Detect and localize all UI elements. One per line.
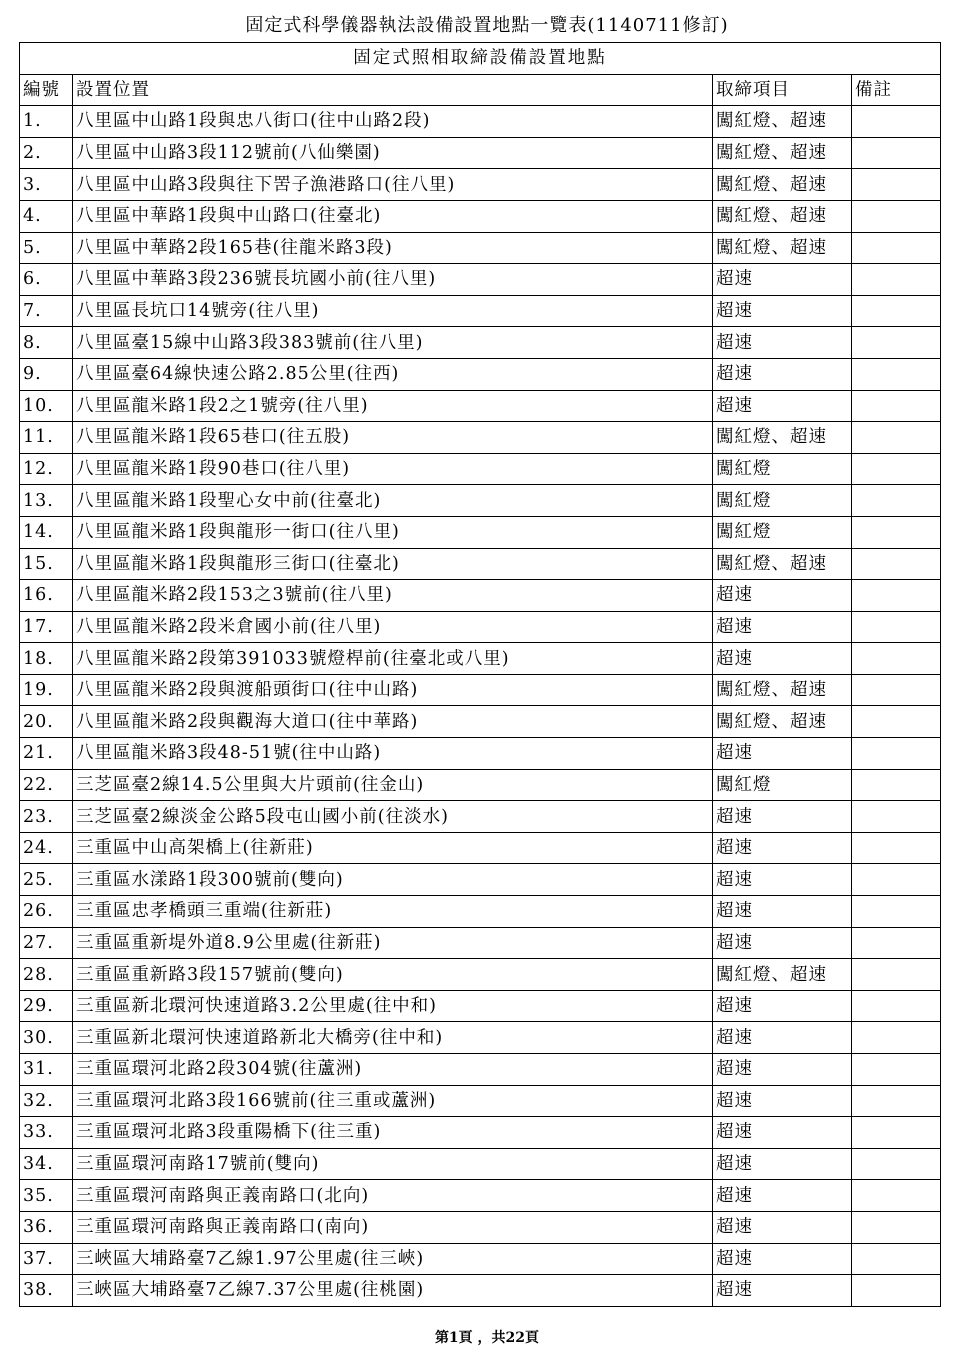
row-violation: 超速: [713, 738, 852, 770]
row-note: [852, 643, 941, 675]
row-location: 八里區長坑口14號旁(往八里): [73, 295, 713, 327]
row-number: 14.: [20, 516, 73, 548]
row-location: 八里區龍米路1段聖心女中前(往臺北): [73, 485, 713, 517]
row-location: 三重區環河南路與正義南路口(南向): [73, 1211, 713, 1243]
row-note: [852, 264, 941, 296]
row-number: 34.: [20, 1148, 73, 1180]
row-location: 八里區中華路1段與中山路口(往臺北): [73, 200, 713, 232]
column-header-row: [20, 74, 941, 106]
row-violation: 超速: [713, 1243, 852, 1275]
row-violation: 超速: [713, 1148, 852, 1180]
row-number: 13.: [20, 485, 73, 517]
row-number: 3.: [20, 169, 73, 201]
page-footer: 第1頁 ，共22頁: [434, 1330, 540, 1346]
row-violation: 超速: [713, 1211, 852, 1243]
document-title: 固定式科學儀器執法設備設置地點一覽表(1140711修訂): [245, 15, 729, 36]
row-location: 三重區中山高架橋上(往新莊): [73, 832, 713, 864]
row-violation: 闖紅燈、超速: [713, 706, 852, 738]
row-violation: 超速: [713, 611, 852, 643]
row-location: 三重區水漾路1段300號前(雙向): [73, 864, 713, 896]
row-number: 38.: [20, 1275, 73, 1307]
row-violation: 超速: [713, 1117, 852, 1149]
row-violation: 超速: [713, 390, 852, 422]
row-violation: 超速: [713, 358, 852, 390]
row-location: 三峽區大埔路臺7乙線7.37公里處(往桃園): [73, 1275, 713, 1307]
row-number: 32.: [20, 1085, 73, 1117]
row-violation: 超速: [713, 864, 852, 896]
row-location: 三重區忠孝橋頭三重端(往新莊): [73, 896, 713, 928]
table-body: [20, 43, 941, 1307]
row-note: [852, 1085, 941, 1117]
row-note: [852, 516, 941, 548]
row-location: 八里區龍米路1段2之1號旁(往八里): [73, 390, 713, 422]
row-violation: 闖紅燈、超速: [713, 674, 852, 706]
row-number: 2.: [20, 137, 73, 169]
row-location: 八里區中華路3段236號長坑國小前(往八里): [73, 264, 713, 296]
row-note: [852, 769, 941, 801]
table-row: [20, 200, 941, 232]
row-violation: 超速: [713, 1022, 852, 1054]
row-violation: 闖紅燈、超速: [713, 106, 852, 138]
row-number: 19.: [20, 674, 73, 706]
row-number: 30.: [20, 1022, 73, 1054]
row-location: 三重區重新路3段157號前(雙向): [73, 959, 713, 991]
table-row: [20, 453, 941, 485]
row-number: 27.: [20, 927, 73, 959]
row-violation: 超速: [713, 327, 852, 359]
row-number: 5.: [20, 232, 73, 264]
row-violation: 闖紅燈、超速: [713, 232, 852, 264]
row-note: [852, 1022, 941, 1054]
table-row: [20, 927, 941, 959]
table-row: [20, 1148, 941, 1180]
table-row: [20, 137, 941, 169]
row-note: [852, 1275, 941, 1307]
row-note: [852, 1117, 941, 1149]
row-violation: 超速: [713, 1054, 852, 1086]
table-row: [20, 832, 941, 864]
row-violation: 闖紅燈: [713, 769, 852, 801]
row-number: 6.: [20, 264, 73, 296]
row-number: 12.: [20, 453, 73, 485]
row-note: [852, 990, 941, 1022]
row-note: [852, 422, 941, 454]
row-number: 20.: [20, 706, 73, 738]
row-number: 23.: [20, 801, 73, 833]
row-note: [852, 485, 941, 517]
table-row: [20, 516, 941, 548]
row-note: [852, 959, 941, 991]
row-location: 三峽區大埔路臺7乙線1.97公里處(往三峽): [73, 1243, 713, 1275]
table-row: [20, 169, 941, 201]
row-number: 26.: [20, 896, 73, 928]
row-location: 八里區中華路2段165巷(往龍米路3段): [73, 232, 713, 264]
row-note: [852, 611, 941, 643]
row-number: 8.: [20, 327, 73, 359]
row-location: 八里區龍米路3段48-51號(往中山路): [73, 738, 713, 770]
row-violation: 超速: [713, 927, 852, 959]
row-number: 11.: [20, 422, 73, 454]
row-note: [852, 548, 941, 580]
row-violation: 超速: [713, 896, 852, 928]
row-location: 八里區臺15線中山路3段383號前(往八里): [73, 327, 713, 359]
locations-table: [19, 42, 941, 1307]
row-number: 25.: [20, 864, 73, 896]
row-violation: 闖紅燈、超速: [713, 548, 852, 580]
table-row: [20, 801, 941, 833]
row-note: [852, 358, 941, 390]
table-row: [20, 422, 941, 454]
table-row: [20, 1180, 941, 1212]
row-location: 三重區新北環河快速道路新北大橋旁(往中和): [73, 1022, 713, 1054]
row-note: [852, 1054, 941, 1086]
row-number: 36.: [20, 1211, 73, 1243]
row-violation: 超速: [713, 990, 852, 1022]
row-number: 28.: [20, 959, 73, 991]
row-location: 八里區龍米路2段與觀海大道口(往中華路): [73, 706, 713, 738]
row-location: 八里區龍米路2段與渡船頭街口(往中山路): [73, 674, 713, 706]
row-number: 31.: [20, 1054, 73, 1086]
row-location: 八里區中山路1段與忠八街口(往中山路2段): [73, 106, 713, 138]
row-location: 八里區龍米路2段米倉國小前(往八里): [73, 611, 713, 643]
table-row: [20, 990, 941, 1022]
table-row: [20, 864, 941, 896]
table-row: [20, 232, 941, 264]
table-row: [20, 769, 941, 801]
table-row: [20, 1117, 941, 1149]
table-row: [20, 358, 941, 390]
row-number: 37.: [20, 1243, 73, 1275]
row-violation: 超速: [713, 264, 852, 296]
row-note: [852, 232, 941, 264]
row-location: 三重區環河北路3段重陽橋下(往三重): [73, 1117, 713, 1149]
table-row: [20, 1022, 941, 1054]
row-location: 三重區環河南路與正義南路口(北向): [73, 1180, 713, 1212]
row-location: 三重區環河北路2段304號(往蘆洲): [73, 1054, 713, 1086]
table-row: [20, 327, 941, 359]
row-note: [852, 137, 941, 169]
row-location: 三重區環河南路17號前(雙向): [73, 1148, 713, 1180]
row-violation: 超速: [713, 1180, 852, 1212]
row-violation: 超速: [713, 832, 852, 864]
row-note: [852, 453, 941, 485]
row-number: 21.: [20, 738, 73, 770]
row-note: [852, 738, 941, 770]
row-note: [852, 1180, 941, 1212]
table-row: [20, 674, 941, 706]
row-note: [852, 1243, 941, 1275]
table-row: [20, 295, 941, 327]
row-location: 八里區龍米路2段153之3號前(往八里): [73, 580, 713, 612]
row-violation: 闖紅燈、超速: [713, 959, 852, 991]
table-row: [20, 106, 941, 138]
header-note: 備註: [852, 74, 941, 106]
row-location: 八里區龍米路1段65巷口(往五股): [73, 422, 713, 454]
row-note: [852, 927, 941, 959]
row-violation: 超速: [713, 295, 852, 327]
row-violation: 超速: [713, 1275, 852, 1307]
row-note: [852, 580, 941, 612]
row-note: [852, 390, 941, 422]
row-number: 1.: [20, 106, 73, 138]
row-location: 八里區龍米路1段與龍形三街口(往臺北): [73, 548, 713, 580]
row-note: [852, 327, 941, 359]
header-location: 設置位置: [73, 74, 713, 106]
table-row: [20, 548, 941, 580]
row-violation: 闖紅燈: [713, 453, 852, 485]
row-number: 24.: [20, 832, 73, 864]
row-number: 15.: [20, 548, 73, 580]
table-row: [20, 580, 941, 612]
section-header-row: [20, 43, 941, 75]
row-note: [852, 674, 941, 706]
row-note: [852, 200, 941, 232]
row-violation: 闖紅燈、超速: [713, 422, 852, 454]
table-row: [20, 611, 941, 643]
table-row: [20, 1085, 941, 1117]
row-note: [852, 864, 941, 896]
row-location: 三芝區臺2線14.5公里與大片頭前(往金山): [73, 769, 713, 801]
table-row: [20, 643, 941, 675]
row-location: 三重區新北環河快速道路3.2公里處(往中和): [73, 990, 713, 1022]
section-title: 固定式照相取締設備設置地點: [20, 43, 941, 75]
row-number: 33.: [20, 1117, 73, 1149]
table-row: [20, 896, 941, 928]
row-violation: 闖紅燈、超速: [713, 200, 852, 232]
row-location: 八里區龍米路2段第391033號燈桿前(往臺北或八里): [73, 643, 713, 675]
row-location: 八里區中山路3段112號前(八仙樂園): [73, 137, 713, 169]
row-number: 16.: [20, 580, 73, 612]
table-row: [20, 485, 941, 517]
row-note: [852, 106, 941, 138]
row-number: 35.: [20, 1180, 73, 1212]
row-note: [852, 1211, 941, 1243]
row-violation: 闖紅燈: [713, 485, 852, 517]
row-number: 29.: [20, 990, 73, 1022]
row-location: 八里區臺64線快速公路2.85公里(往西): [73, 358, 713, 390]
row-number: 18.: [20, 643, 73, 675]
table-row: [20, 1243, 941, 1275]
table-row: [20, 706, 941, 738]
row-violation: 闖紅燈: [713, 516, 852, 548]
table-row: [20, 738, 941, 770]
header-violation: 取締項目: [713, 74, 852, 106]
header-no: 編號: [20, 74, 73, 106]
row-note: [852, 832, 941, 864]
row-violation: 闖紅燈、超速: [713, 137, 852, 169]
table-row: [20, 264, 941, 296]
row-location: 三芝區臺2線淡金公路5段屯山國小前(往淡水): [73, 801, 713, 833]
row-location: 三重區重新堤外道8.9公里處(往新莊): [73, 927, 713, 959]
table-row: [20, 959, 941, 991]
row-note: [852, 295, 941, 327]
row-number: 4.: [20, 200, 73, 232]
row-note: [852, 896, 941, 928]
row-number: 10.: [20, 390, 73, 422]
row-note: [852, 706, 941, 738]
row-number: 9.: [20, 358, 73, 390]
row-location: 三重區環河北路3段166號前(往三重或蘆洲): [73, 1085, 713, 1117]
row-violation: 超速: [713, 801, 852, 833]
table-row: [20, 1054, 941, 1086]
row-violation: 闖紅燈、超速: [713, 169, 852, 201]
table-row: [20, 1275, 941, 1307]
table-row: [20, 1211, 941, 1243]
row-violation: 超速: [713, 1085, 852, 1117]
row-violation: 超速: [713, 643, 852, 675]
row-location: 八里區龍米路1段與龍形一街口(往八里): [73, 516, 713, 548]
row-location: 八里區中山路3段與往下罟子漁港路口(往八里): [73, 169, 713, 201]
row-note: [852, 1148, 941, 1180]
row-location: 八里區龍米路1段90巷口(往八里): [73, 453, 713, 485]
row-violation: 超速: [713, 580, 852, 612]
row-note: [852, 801, 941, 833]
row-number: 7.: [20, 295, 73, 327]
row-note: [852, 169, 941, 201]
row-number: 17.: [20, 611, 73, 643]
row-number: 22.: [20, 769, 73, 801]
table-row: [20, 390, 941, 422]
